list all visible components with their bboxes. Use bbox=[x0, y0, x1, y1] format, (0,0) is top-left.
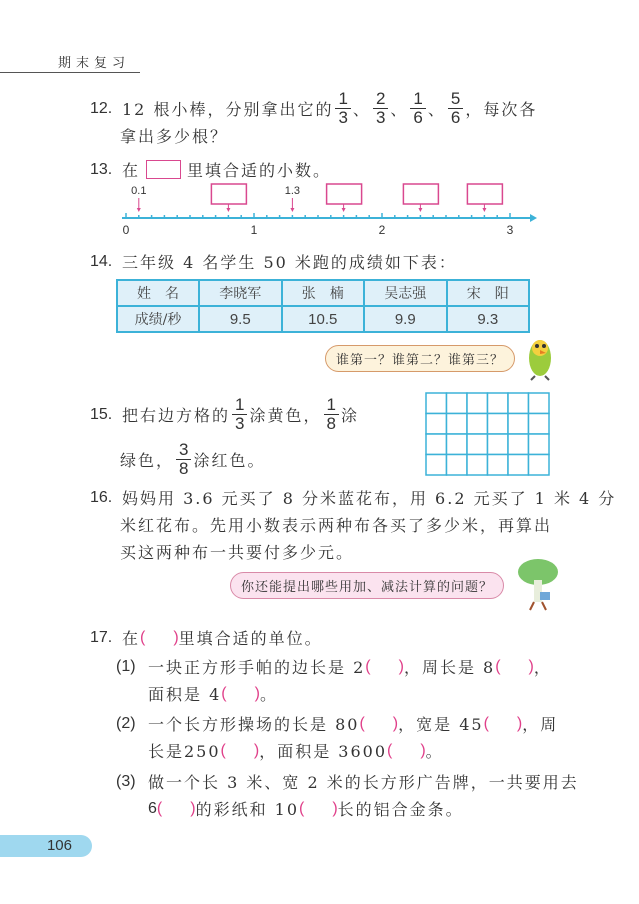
grid-cell[interactable] bbox=[488, 455, 509, 476]
results-table bbox=[116, 279, 530, 333]
page-number: 106 bbox=[46, 837, 72, 854]
table-header-row: 姓 名 李晓军 张 楠 吴志强 宋 阳 bbox=[117, 280, 529, 306]
grid-cell[interactable] bbox=[447, 455, 468, 476]
q17-sub1: (1) 一块正方形手帕的边长是 2 ( ) ，周长是 8 ( ) ， bbox=[116, 657, 552, 677]
cabbage-character-icon bbox=[512, 556, 562, 612]
blank-point-arrow-head bbox=[342, 208, 346, 212]
answer-box bbox=[211, 184, 246, 204]
q17-sub2: (2) 一个长方形操场的长是 80 ( ) ，宽是 45 ( ) ，周 bbox=[116, 714, 559, 734]
fraction: $\frac{1}{3}$ bbox=[335, 90, 350, 127]
q14: 14. 三年级 4 名学生 50 米跑的成绩如下表： bbox=[90, 252, 457, 272]
q17-sub3: (3) 做一个长 3 米、宽 2 米的长方形广告牌，一共要用去 bbox=[116, 772, 579, 792]
grid-cell[interactable] bbox=[447, 434, 468, 455]
corn-character-icon bbox=[518, 330, 564, 382]
number-line bbox=[0, 180, 639, 240]
table-row: 成绩/秒 9.5 10.5 9.9 9.3 bbox=[117, 306, 529, 332]
speech-bubble: 谁第一？谁第二？谁第三？ bbox=[325, 345, 515, 372]
grid-cell[interactable] bbox=[447, 414, 468, 435]
known-point-arrow-head bbox=[290, 208, 294, 212]
axis-label: 2 bbox=[378, 223, 386, 237]
grid-cell[interactable] bbox=[488, 434, 509, 455]
grid-cell[interactable] bbox=[447, 393, 468, 414]
blank-point-arrow-head bbox=[482, 208, 486, 212]
blank-point-arrow-head bbox=[418, 208, 422, 212]
grid-cell[interactable] bbox=[488, 393, 509, 414]
q16: 16. 妈妈用 3.6 元买了 8 分米蓝花布，用 6.2 元买了 1 米 4 分 bbox=[90, 488, 617, 508]
answer-box-sample bbox=[146, 160, 181, 179]
fraction: $\frac{5}{6}$ bbox=[448, 90, 463, 127]
grid-cell[interactable] bbox=[467, 434, 488, 455]
grid-cell[interactable] bbox=[508, 455, 529, 476]
speech-bubble: 你还能提出哪些用加、减法计算的问题？ bbox=[230, 572, 504, 599]
grid-cell[interactable] bbox=[508, 434, 529, 455]
q17-sub1-line2: 面积是 4 ( ) 。 bbox=[148, 684, 278, 704]
grid-cell[interactable] bbox=[529, 434, 550, 455]
grid-cell[interactable] bbox=[508, 393, 529, 414]
grid-cell[interactable] bbox=[426, 393, 447, 414]
grid-cell[interactable] bbox=[467, 414, 488, 435]
q15-line2: 绿色， $\frac{3}{8}$ 涂红色。 bbox=[120, 440, 266, 478]
grid-cell[interactable] bbox=[529, 414, 550, 435]
known-point-label: 0.1 bbox=[131, 185, 147, 197]
q17-sub3-line2: 6 ( ) 的彩纸和 10 ( ) 长的铝合金条。 bbox=[148, 799, 464, 819]
known-point-arrow-head bbox=[137, 208, 141, 212]
section-title: 期末复习 bbox=[58, 56, 131, 71]
blank-point-arrow-head bbox=[226, 208, 230, 212]
fraction: $\frac{1}{6}$ bbox=[410, 90, 425, 127]
answer-box bbox=[403, 184, 438, 204]
answer-box bbox=[467, 184, 502, 204]
grid-cell[interactable] bbox=[467, 455, 488, 476]
grid-cell[interactable] bbox=[529, 455, 550, 476]
axis-label: 1 bbox=[250, 223, 258, 237]
fraction: $\frac{2}{3}$ bbox=[373, 90, 388, 127]
q16-line3: 买这两种布一共要付多少元。 bbox=[120, 543, 355, 562]
q17: 17. 在 ( ) 里填合适的单位。 bbox=[90, 628, 323, 648]
axis-label: 3 bbox=[506, 223, 514, 237]
grid-cell[interactable] bbox=[467, 393, 488, 414]
grid-cell[interactable] bbox=[426, 455, 447, 476]
grid-cell[interactable] bbox=[426, 414, 447, 435]
grid-cell[interactable] bbox=[426, 434, 447, 455]
q17-sub2-line2: 长是250 ( ) ，面积是 3600 ( ) 。 bbox=[148, 741, 444, 761]
header-rule bbox=[0, 72, 140, 73]
q16-line2: 米红花布。先用小数表示两种布各买了多少米，再算出 bbox=[120, 516, 553, 535]
grid-cell[interactable] bbox=[529, 393, 550, 414]
q12-line2: 拿出多少根？ bbox=[120, 127, 229, 146]
answer-box bbox=[327, 184, 362, 204]
axis-arrow bbox=[530, 214, 537, 222]
square-grid bbox=[424, 391, 550, 477]
known-point-label: 1.3 bbox=[284, 185, 301, 197]
axis-label: 0 bbox=[122, 223, 130, 237]
q13: 13. 在 里填合适的小数。 bbox=[90, 160, 332, 180]
grid-cell[interactable] bbox=[488, 414, 509, 435]
grid-cell[interactable] bbox=[508, 414, 529, 435]
q15: 15. 把右边方格的 $\frac{1}{3}$ 涂黄色， $\frac{1}{8}$ 涂 bbox=[90, 395, 359, 433]
page-number-tab bbox=[0, 835, 92, 857]
q12: 12. 12 根小棒，分别拿出它的 $\frac{1}{3}$ 、 $\frac{2}{3}$ 、 $\frac{1}{6}$ 、 $\frac{5}{6}$ ，每次各 bbox=[90, 89, 538, 127]
